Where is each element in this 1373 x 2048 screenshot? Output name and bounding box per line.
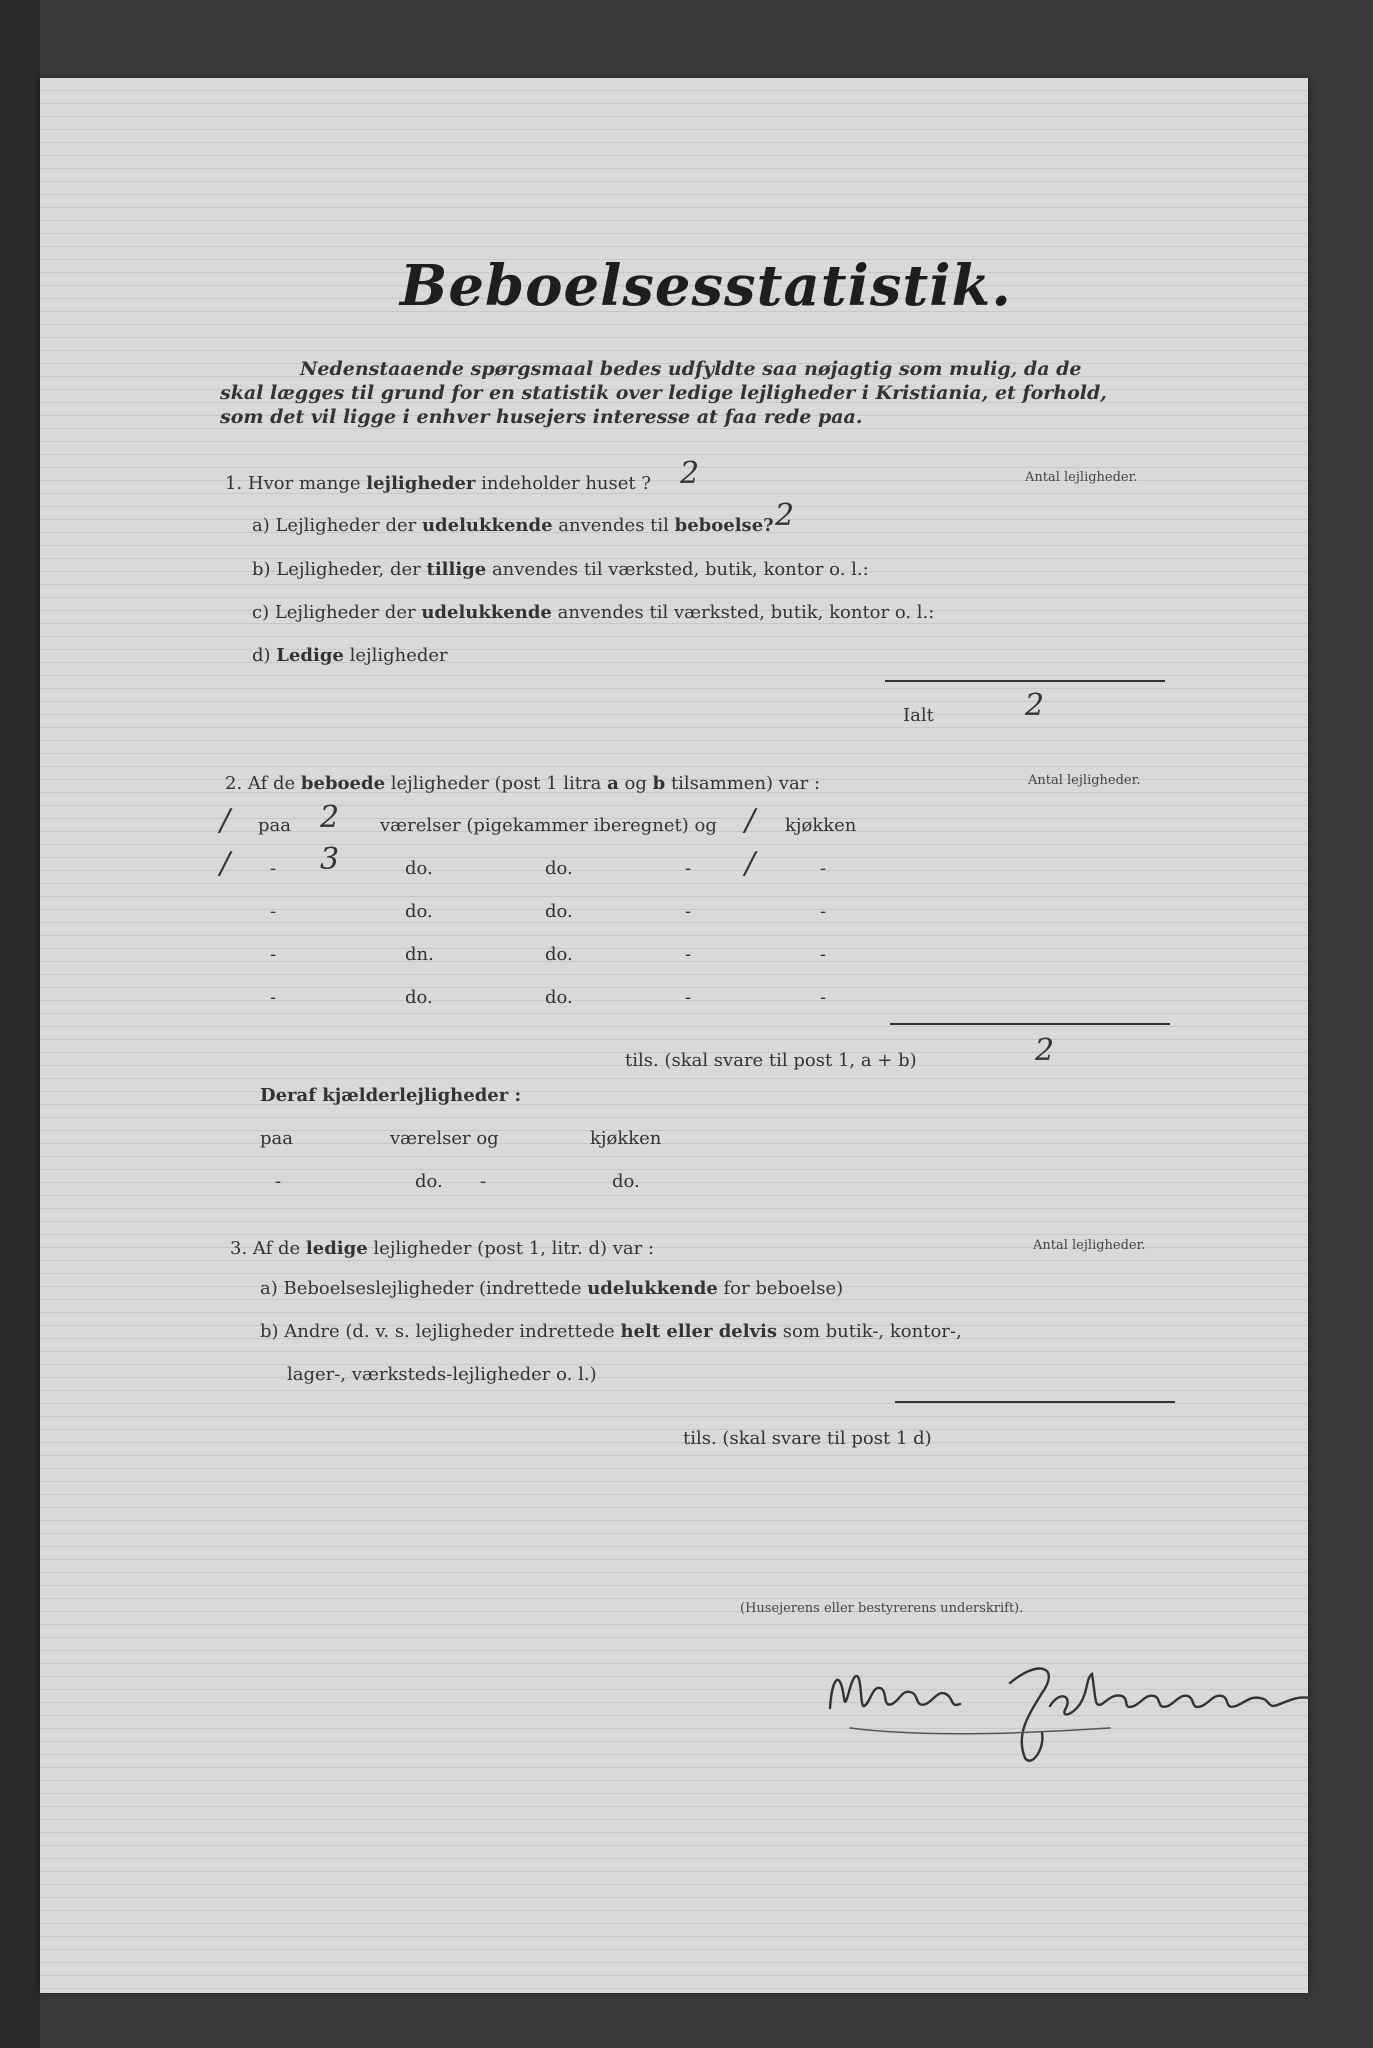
q3-b-text-post: som butik-, kontor-, [782, 1321, 962, 1342]
q2-deraf: Deraf kjælderlejligheder : [260, 1085, 522, 1106]
q1-answer: 2 [680, 456, 700, 491]
signature-caption-text: (Husejerens eller bestyrerens underskrift). [740, 1601, 1024, 1616]
q2-deraf-do2: do. [612, 1171, 640, 1192]
q1-number: 1. [225, 473, 243, 494]
page-title: Beboelsesstatistik. [400, 253, 1012, 319]
q1-ialt-answer: 2 [1025, 688, 1045, 723]
q2-row2-rooms: 3 [320, 842, 340, 877]
q1-c-text-post: anvendes til værksted, butik, kontor o. l.: [557, 602, 935, 623]
q2-row1-count: / [220, 803, 231, 838]
q2-deraf-vaerelser: værelser og [390, 1128, 499, 1149]
q1-b [252, 559, 869, 580]
q2-tils: tils. (skal svare til post 1, a + b) [625, 1050, 917, 1071]
q2-row1-rooms: 2 [320, 800, 340, 835]
q2-deraf-paa: paa [260, 1128, 293, 1149]
q2-text-a-letter: a [607, 773, 619, 794]
q2-row5-dash3: - [820, 987, 827, 1008]
q3-b-text: b) Andre (d. v. s. lejligheder indrettede [260, 1321, 615, 1342]
q1-ialt-label: Ialt [903, 705, 934, 726]
q2-tils-answer: 2 [1035, 1033, 1055, 1068]
q1-c [252, 602, 934, 623]
q2-text-c: tilsammen) var : [670, 773, 821, 794]
q2-deraf-dash2: - [480, 1171, 487, 1192]
q3-sum-rule [895, 1401, 1175, 1403]
q3-a [260, 1278, 843, 1299]
q2-row3-dash: - [270, 901, 277, 922]
q3-text-a: Af de [252, 1238, 301, 1259]
q2-row3-do2: do. [545, 901, 573, 922]
q2-row1-kitchen-label: kjøkken [785, 815, 857, 836]
q2-text-a: Af de [247, 773, 296, 794]
intro-line-3: som det vil ligge i enhver husejers interesse at faa rede paa. [220, 406, 863, 428]
q2-row3-dash3: - [820, 901, 827, 922]
q1-a [252, 515, 774, 536]
q2-question [225, 773, 820, 794]
q1-column-header: Antal lejligheder. [1025, 470, 1138, 485]
q1-a-text-mid: anvendes til [558, 515, 669, 536]
q1-sum-rule [885, 680, 1165, 682]
q2-deraf-do1: do. [415, 1171, 443, 1192]
q2-number: 2. [225, 773, 243, 794]
q2-row2-do1: do. [405, 858, 433, 879]
form-sheet [40, 78, 1308, 1993]
q2-row3-do1: do. [405, 901, 433, 922]
q2-deraf-dash: - [275, 1171, 282, 1192]
q3-number: 3. [230, 1238, 248, 1259]
q2-row2-do2: do. [545, 858, 573, 879]
q2-row5-do1: do. [405, 987, 433, 1008]
q2-row2-kitchen: / [745, 846, 756, 881]
intro-line-2: skal lægges til grund for en statistik over ledige lejligheder i Kristiania, et forhold, [220, 382, 1107, 404]
q1-a-text: a) Lejligheder der [252, 515, 417, 536]
q1-b-bold: tillige [426, 559, 487, 580]
q1-question [225, 473, 651, 494]
q2-row4-do1: dn. [405, 944, 434, 965]
q2-text-b-letter: b [652, 773, 666, 794]
q1-text-bold: lejligheder [366, 473, 476, 494]
q1-d-bold: Ledige [276, 645, 344, 666]
q3-b-bold: helt eller delvis [620, 1321, 778, 1342]
q1-b-text-post: anvendes til værksted, butik, kontor o. l.: [491, 559, 869, 580]
q3-a-text: a) Beboelseslejligheder (indrettede [260, 1278, 582, 1299]
q2-row2-dash: - [270, 858, 277, 879]
q2-text-bold: beboede [300, 773, 386, 794]
q2-row4-dash: - [270, 944, 277, 965]
q2-deraf-kjokken: kjøkken [590, 1128, 662, 1149]
q1-text-b: indeholder huset ? [481, 473, 652, 494]
q1-c-text: c) Lejligheder der [252, 602, 416, 623]
q1-a-bold-1: udelukkende [421, 515, 553, 536]
q2-text-b: lejligheder (post 1 litra [390, 773, 602, 794]
q2-row2-dash3: - [820, 858, 827, 879]
q2-sum-rule [890, 1023, 1170, 1025]
q2-row4-do2: do. [545, 944, 573, 965]
q3-b [260, 1321, 962, 1342]
q3-text-b: lejligheder (post 1, litr. d) var : [373, 1238, 655, 1259]
q1-a-answer: 2 [775, 498, 795, 533]
q1-c-bold: udelukkende [421, 602, 552, 623]
q3-a-text-post: for beboelse) [723, 1278, 844, 1299]
signature-image [810, 1638, 1350, 1778]
intro-line-1: Nedenstaaende spørgsmaal bedes udfyldte saa nøjagtig som mulig, da de [300, 358, 1082, 380]
q3-b-line2: lager-, værksteds-lejligheder o. l.) [287, 1364, 597, 1385]
q2-row4-dash2: - [685, 944, 692, 965]
q1-a-bold-2: beboelse? [674, 515, 774, 536]
q2-row2-dash2: - [685, 858, 692, 879]
q1-d [252, 645, 448, 666]
q2-column-header: Antal lejligheder. [1028, 773, 1141, 788]
q1-d-text-post: lejligheder [349, 645, 448, 666]
q2-row1-paa: paa [258, 815, 291, 836]
q3-question [230, 1238, 654, 1259]
scan-border [0, 0, 40, 2048]
q3-column-header: Antal lejligheder. [1033, 1238, 1146, 1253]
q2-row1-kitchen: / [745, 803, 756, 838]
q2-row4-dash3: - [820, 944, 827, 965]
q2-row1-rooms-label: værelser (pigekammer iberegnet) og [380, 815, 717, 836]
q2-text-og: og [624, 773, 647, 794]
q3-a-bold: udelukkende [587, 1278, 718, 1299]
q1-text-a: Hvor mange [247, 473, 361, 494]
q2-row5-dash2: - [685, 987, 692, 1008]
q2-row5-do2: do. [545, 987, 573, 1008]
q3-tils: tils. (skal svare til post 1 d) [683, 1428, 932, 1449]
q2-row3-dash2: - [685, 901, 692, 922]
q2-row2-count: / [220, 846, 231, 881]
q1-b-text: b) Lejligheder, der [252, 559, 421, 580]
q2-row5-dash: - [270, 987, 277, 1008]
q3-text-bold: ledige [305, 1238, 368, 1259]
q1-d-text: d) [252, 645, 271, 666]
